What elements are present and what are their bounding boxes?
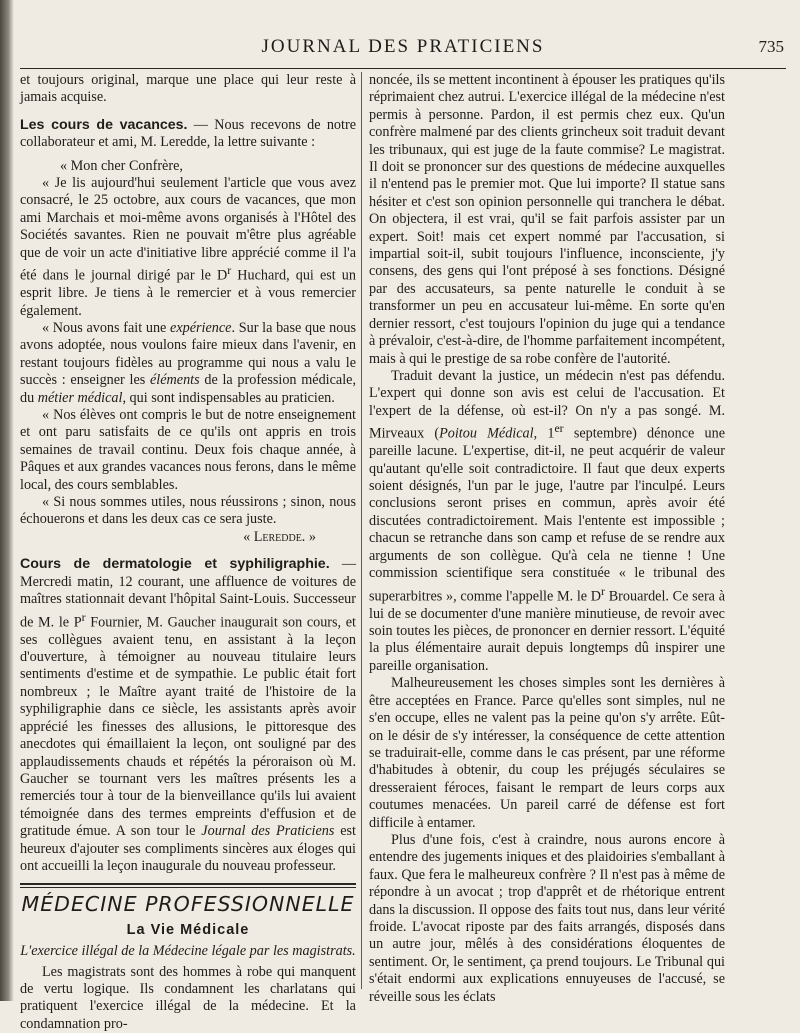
right-column bbox=[369, 72, 725, 1006]
letter-p1-sup: r bbox=[227, 263, 232, 278]
continued-paragraph: et toujours original, marque une place qui leur reste à jamais acquise. bbox=[20, 72, 356, 106]
letter-paragraph-3: « Nos élèves ont compris le but de notre enseignement et ont paru satisfaits de ce qu'ils ont appris en trois semaines de travail continu. Deux fois chaque année, à Pâques et aux grandes vacances nous ferons, dans le même local, des cours semblables. bbox=[20, 407, 356, 493]
letter-paragraph-4: « Si nous sommes utiles, nous réussirons ; sinon, nous échouerons et dans les deux cas ce sera juste. bbox=[20, 494, 356, 528]
right-paragraph-3: Malheureusement les choses simples sont les dernières à être acceptées en France. Parce qu'elles sont simples, nul ne s'en occupe, elles ne valent pas la peine qu'on s'y arrête. Eût-on le désir de s'y intéresser, la conséquence de cette attention se traduirait-elle, comme dans le cas présent, par une réforme d'habitudes à obtenir, du coup les préjugés séculaires se dresseraient féroces, faisant le rempart de leurs corps aux coutumes menacées. Un pareil carré de défense est fort difficile à entamer. bbox=[369, 675, 725, 831]
letter-p2-italic-3: métier médical bbox=[37, 389, 123, 406]
right-paragraph-4: Plus d'une fois, c'est à craindre, nous aurons encore à entendre des jugements iniques et des plaidoiries s'emballant à faux. Que fera le malheureux confrère ? Il n'est pas à même de répondre à un avocat ; trop d'apprêt et de rhétorique entrent dans la discussion. Il oppose des faits tout nus, dans leur vérité froide. L'avocat riposte par des faits arrangés, disposés dans un autre jour, mêlés à des considérations éloquentes de sentiment. Or, le sentiment, ça prend toujours. Le Tribunal qui s'était endormi aux explications ennuyeuses de l'accusé, se réveille sous les éclats bbox=[369, 831, 725, 1005]
letter-paragraph-2 bbox=[20, 320, 356, 407]
left-column bbox=[20, 72, 356, 1033]
running-header bbox=[20, 34, 786, 69]
letter-signature: « Leredde. » bbox=[243, 528, 316, 545]
letter-p1-text-b: Huchard, qui est un esprit libre. Je tiens à le remercier et à vous remercier également. bbox=[20, 267, 356, 319]
right-p2-sup: er bbox=[554, 421, 564, 436]
dermatology-paragraph bbox=[20, 556, 356, 875]
right-p2-text-b: , 1 bbox=[533, 425, 555, 442]
letter-greeting: « Mon cher Confrère, bbox=[60, 157, 183, 174]
right-p2-text-a: Traduit devant la justice, un médecin n'est pas défendu. L'expert qui donne son avis est celui de l'accusation. Et l'expert de la défense, où est-il? On n'y a pas songé. M. Mirveaux ( bbox=[369, 367, 725, 442]
article-subtitle: L'exercice illégal de la Médecine légale par les magistrats. bbox=[20, 943, 356, 960]
letter-p2-text-a: « Nous avons fait une bbox=[42, 320, 171, 337]
magistrates-paragraph: Les magistrats sont des hommes à robe qui manquent de vertu logique. Ils condamnent les charlatans qui pratiquent l'exercice illégal de la médecine. Et la condamnation pro- bbox=[20, 963, 356, 1032]
letter-p2-text-c: de la profession médicale, du bbox=[20, 372, 356, 406]
dermatology-italic: Journal des Praticiens bbox=[201, 823, 335, 840]
right-p2-italic: Poitou Médical bbox=[439, 425, 534, 442]
page-number: 735 bbox=[758, 37, 784, 56]
right-p2-text-c: septembre) dénonce une pareille lacune. L'expertise, dit-il, ne peut acquérir de valeur qu'autant qu'elle soit contradictoire. Il faut que deux experts soient désignés, l'un par le juge, l'autre par l'inculpé. Leurs conclusions seront prises en commun, après avoir été discutées contradictoirement. Mais l'entente est impossible ; chacun se retranche dans son camp et refuse de se rendre aux arguments de son collègue. Qu'à cela ne tienne ! Une commission scientifique sera constituée « le tribunal des superarbitres », comme l'appelle M. le D bbox=[369, 425, 725, 605]
dermatology-text-b: Fournier, M. Gaucher inaugurait son cours, et ses collègues avaient tenu, en assistant à la leçon d'ouverture, à témoigner au nouveau titulaire leurs sentiments d'estime et de sympathie. Le public était fort nombreux ; le Maître ayant traité de l'histoire de la syphiligraphie dans ce siècle, les assistants après avoir apprécié les finesses des allusions, le pittoresque des anecdotes qui émaillaient la leçon, ont souligné par des applaudissements chauds et répétés la péroraison où M. Gaucher se tournant vers les maîtres présents les a remerciés tour à tour de la bienveillance qu'ils lui avaient témoignée dans des termes empreints d'effusion et de gratitude émue. A son tour le bbox=[20, 614, 356, 840]
journal-title: JOURNAL DES PRATICIENS bbox=[261, 36, 545, 57]
section-title: MÉDECINE PROFESSIONNELLE bbox=[21, 892, 355, 917]
section-rule bbox=[20, 883, 356, 888]
dermatology-heading: Cours de dermatologie et syphiligraphie. bbox=[20, 556, 330, 573]
page-binding-edge bbox=[0, 0, 14, 1001]
right-p2-sup-2: r bbox=[601, 583, 605, 598]
letter-p1-text-a: « Je lis aujourd'hui seulement l'article que vous avez consacré, le 25 octobre, aux cours de vacances, que mon ami Marchais et moi-même avons organisés à l'Hôtel des Sociétés savantes. Rien ne pouvait m'être plus agréable que de voir un acte d'initiative libre apprécié comme il l'a été dans le journal dirigé par le D bbox=[20, 175, 356, 284]
dermatology-sup: r bbox=[81, 609, 86, 624]
column-divider bbox=[361, 72, 362, 989]
right-p2-text-d: Brouardel. Ce sera à lui de se documenter d'une manière minutieuse, de revoir avec soin toutes les pièces, de prononcer en dernier ressort. L'équité la plus élémentaire aurait depuis longtemps dû inspirer une pareille organisation. bbox=[369, 588, 725, 674]
letter-p2-italic-1: expérience bbox=[170, 320, 232, 337]
dermatology-text-c: est heureux d'ajouter ses compliments sincères aux éloges qui ont accueilli la leçon inaugurale du nouveau professeur. bbox=[20, 823, 356, 874]
right-paragraph-1: noncée, ils se mettent incontinent à épouser les pratiques qu'ils réprimaient chez autrui. L'exercice illégal de la médecine n'est permis à personne. Pardon, il est permis chez eux. Qu'un confrère malmené par des clients grincheux soit traduit devant les tribunaux, qui est juge de la faute commise? Le magistrat. Il doit se prononcer sur des questions de médecine auxquelles il n'entend pas le premier mot. Que lui importe? Il statue sans hésiter et c'est son opinion personnelle qui tranchera le débat. On objectera, il est vrai, qu'il se fait parfois assister par un expert. Soit! mais cet expert nommé par l'accusation, si impartial soit-il, subit toujours l'influence, inconsciente, j'y consens, des gens qui l'ont préposé à ses fonctions. Désigné par des accusateurs, sa pente naturelle le conduit à se transformer un peu en accusateur lui-même. En sorte qu'en dernier ressort, c'est toujours l'opinion du juge qui a tendance à prévaloir, c'est-à-dire, de l'homme parfaitement incompétent, mais à qui le prestige de sa robe confère de l'autorité. bbox=[369, 72, 725, 367]
dermatology-text-a: — Mercredi matin, 12 courant, une affluence de voitures de maîtres stationnait devant l'hôpital Saint-Louis. Successeur de M. le P bbox=[20, 556, 356, 631]
letter-p2-text-b: . Sur la base que nous avons adoptée, nous voulons faire mieux dans l'avenir, en restant toujours fidèles au programme qui nous a valu le succès : enseigner les bbox=[20, 320, 356, 389]
vacation-courses-intro: — Nous recevons de notre collaborateur et ami, M. Leredde, la lettre suivante : bbox=[20, 116, 356, 151]
vacation-courses-paragraph bbox=[20, 117, 356, 152]
letter-p2-italic-2: éléments bbox=[149, 372, 200, 389]
vacation-courses-heading: Les cours de vacances. bbox=[20, 116, 188, 133]
letter-p2-text-d: , qui sont indispensables au praticien. bbox=[122, 389, 335, 406]
article-title: La Vie Médicale bbox=[126, 921, 250, 938]
right-paragraph-2 bbox=[369, 368, 725, 675]
letter-paragraph-1 bbox=[20, 175, 356, 320]
